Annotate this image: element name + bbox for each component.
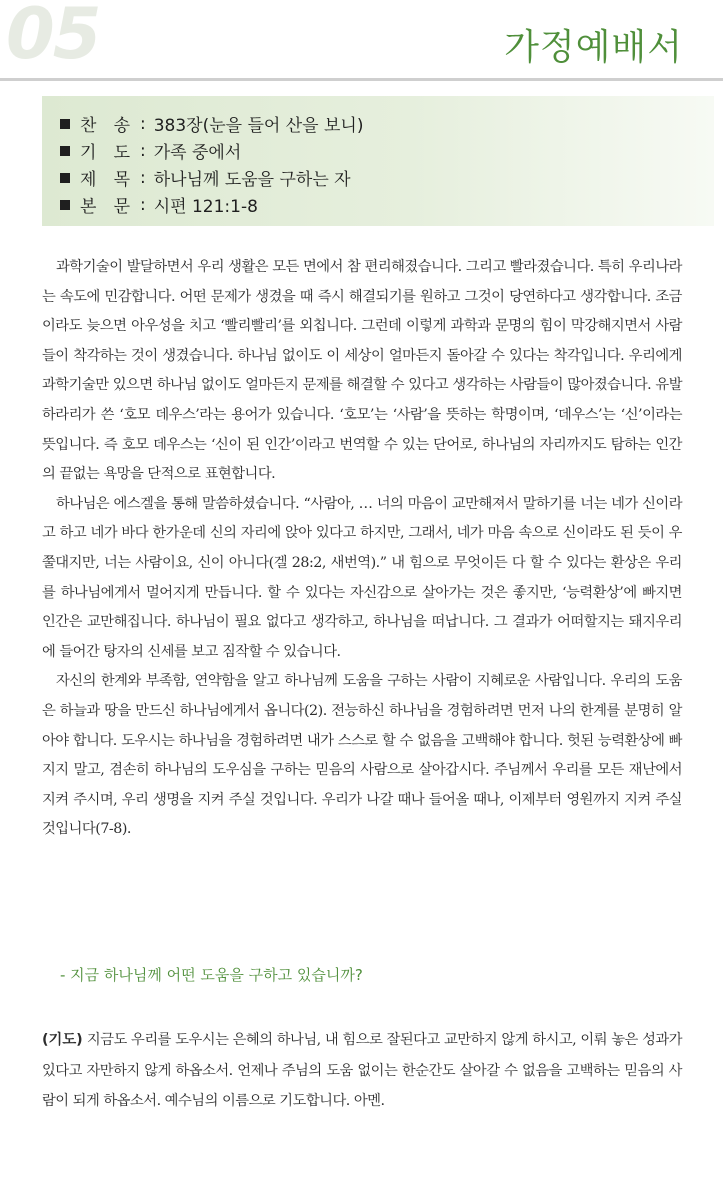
info-row-scripture: 본 문 : 시편 121:1-8 bbox=[60, 191, 714, 218]
info-row-title: 제 목 : 하나님께 도움을 구하는 자 bbox=[60, 164, 714, 191]
sermon-body bbox=[42, 253, 682, 845]
worship-info-box bbox=[42, 96, 714, 226]
sermon-paragraph: 과학기술이 발달하면서 우리 생활은 모든 면에서 참 편리해졌습니다. 그리고 빨라졌습니다. 특히 우리나라는 속도에 민감합니다. 어떤 문제가 생겼을 때 즉시 해결되기를 원하고 그것이 당연하다고 생각합니다. 조금이라도 늦으면 아우성을 치고 ‘빨리빨리’를 외칩니다. 그런데 이렇게 과학과 문명의 힘이 막강해지면서 사람들이 착각하는 것이 생겼습니다. 하나님 없이도 이 세상이 얼마든지 돌아갈 수 있다는 착각입니다. 우리에게 과학기술만 있으면 하나님 없이도 얼마든지 문제를 해결할 수 있다고 생각하는 사람들이 많아졌습니다. 유발 하라리가 쓴 ‘호모 데우스’라는 용어가 있습니다. ‘호모’는 ‘사람’을 뜻하는 학명이며, ‘데우스’는 ‘신’이라는 뜻입니다. 즉 호모 데우스는 ‘신이 된 인간’이라고 번역할 수 있는 단어로, 하나님의 자리까지도 탐하는 인간의 끝없는 욕망을 단적으로 표현합니다. bbox=[42, 259, 682, 483]
closing-prayer bbox=[42, 1025, 682, 1117]
reflection-question: - 지금 하나님께 어떤 도움을 구하고 있습니까? bbox=[60, 966, 363, 984]
info-label: 제 목 bbox=[80, 170, 130, 190]
square-bullet-icon bbox=[60, 200, 70, 210]
square-bullet-icon bbox=[60, 146, 70, 156]
info-value: 시편 121:1-8 bbox=[153, 197, 258, 217]
info-label: 본 문 bbox=[80, 197, 130, 217]
header-divider bbox=[0, 78, 723, 81]
square-bullet-icon bbox=[60, 173, 70, 183]
info-label: 찬 송 bbox=[80, 116, 130, 136]
sermon-paragraph: 하나님은 에스겔을 통해 말씀하셨습니다. “사람아, … 너의 마음이 교만해져서 말하기를 너는 네가 신이라고 하고 네가 바다 한가운데 신의 자리에 앉아 있다고 하지만, 그래서, 네가 마음 속으로 신이라도 된 듯이 우쭐대지만, 너는 사람이요, 신이 아니다(겔 28:2, 새번역).” 내 힘으로 무엇이든 다 할 수 있다는 환상은 우리를 하나님에게서 멀어지게 만듭니다. 할 수 있다는 자신감으로 살아가는 것은 좋지만, ‘능력환상’에 빠지면 인간은 교만해집니다. 하나님이 필요 없다고 생각하고, 하나님을 떠납니다. 그 결과가 어떠할지는 돼지우리에 들어간 탕자의 신세를 보고 짐작할 수 있습니다. bbox=[42, 495, 682, 660]
page-title: 가정예배서 bbox=[504, 27, 683, 68]
prayer-label: (기도) bbox=[42, 1032, 83, 1048]
page-number: 05 bbox=[6, 0, 100, 75]
square-bullet-icon bbox=[60, 119, 70, 129]
info-value: 가족 중에서 bbox=[153, 143, 242, 163]
info-row-prayer: 기 도 : 가족 중에서 bbox=[60, 137, 714, 164]
info-label: 기 도 bbox=[80, 143, 130, 163]
prayer-text: 지금도 우리를 도우시는 은혜의 하나님, 내 힘으로 잘된다고 교만하지 않게 하시고, 이뤄 놓은 성과가 있다고 자만하지 않게 하옵소서. 언제나 주님의 도움 없이는 한순간도 살아갈 수 없음을 고백하는 믿음의 사람이 되게 하옵소서. 예수님의 이름으로 기도합니다. 아멘. bbox=[42, 1032, 682, 1109]
info-value: 하나님께 도움을 구하는 자 bbox=[153, 170, 351, 190]
info-row-hymn: 찬 송 : 383장(눈을 들어 산을 보니) bbox=[60, 110, 714, 137]
info-value: 383장(눈을 들어 산을 보니) bbox=[153, 116, 364, 136]
sermon-paragraph: 자신의 한계와 부족함, 연약함을 알고 하나님께 도움을 구하는 사람이 지혜로운 사람입니다. 우리의 도움은 하늘과 땅을 만드신 하나님에게서 옵니다(2). 전능하신 하나님을 경험하려면 먼저 나의 한계를 분명히 알아야 합니다. 도우시는 하나님을 경험하려면 내가 스스로 할 수 없음을 고백해야 합니다. 헛된 능력환상에 빠지지 말고, 겸손히 하나님의 도우심을 구하는 믿음의 사람으로 살아갑시다. 주님께서 우리를 모든 재난에서 지켜 주시며, 우리 생명을 지켜 주실 것입니다. 우리가 나갈 때나 들어올 때나, 이제부터 영원까지 지켜 주실 것입니다(7-8). bbox=[42, 673, 682, 838]
